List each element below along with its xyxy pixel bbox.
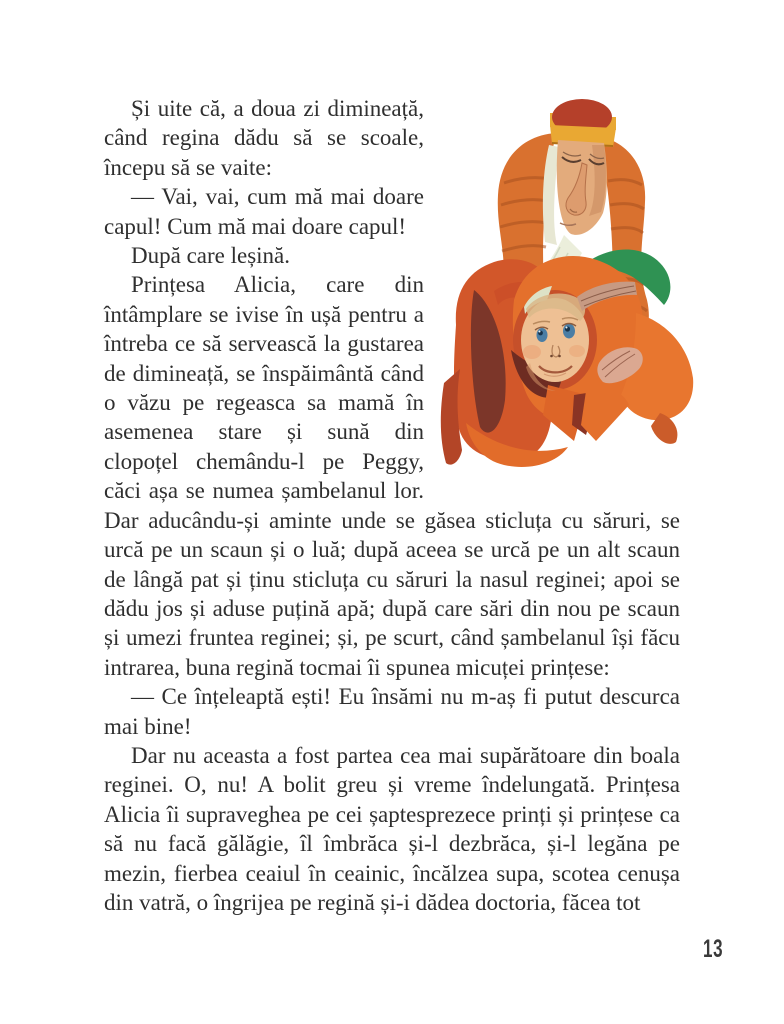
paragraph: Prințesa Alicia, care din întâmplare se ivise în ușă pentru a întreba ce să servească la gustarea de dimineață, se înspăimântă când o văzu pe regeasca sa mamă în asemenea stare și sună din clopoțel chemându-l pe Peggy, căci așa se numea șambelanul lor. Dar aducându-și aminte unde se găsea sticluța cu săruri, se urcă pe un scaun și o luă; după aceea se urcă pe un alt scaun de lângă pat și ținu sticluța cu săruri la nasul reginei; apoi se dădu jos și aduse puțină apă; după care sări din nou pe scaun și umezi fruntea reginei; și, pe scurt, când șambelanul își făcu intrarea, buna regină tocmai îi spunea micuței prințese: [104, 272, 680, 680]
paragraph: Dar nu aceasta a fost partea cea mai supărătoare din boala reginei. O, nu! A bolit greu și vreme îndelungată. Prințesa Alicia îi supraveghea pe cei șaptesprezece prinți și prințese ca să nu facă gălăgie, îl îmbrăca și-l dezbrăca, și-l legăna pe mezin, fierbea ceaiul în ceainic, încălzea supa, scotea cenușa din vatră, o îngrijea pe regină și-i dădea doctoria, făcea tot [104, 742, 680, 915]
body-text [104, 94, 680, 917]
paragraph: După care leșină. [131, 243, 291, 269]
queen-and-princess-illustration [436, 95, 701, 472]
illustration-area [424, 94, 680, 504]
paragraph: Și uite că, a doua zi dimineață, când regina dădu să se scoale, începu să se vaite: [104, 96, 424, 180]
crown-icon [550, 99, 616, 147]
paragraph: — Vai, vai, cum mă mai doare capul! Cum mă mai doare capul! [104, 184, 424, 239]
page-number: 13 [703, 935, 724, 963]
paragraph: — Ce înțeleaptă ești! Eu însămi nu m-aș fi putut descurca mai bine! [104, 684, 680, 739]
